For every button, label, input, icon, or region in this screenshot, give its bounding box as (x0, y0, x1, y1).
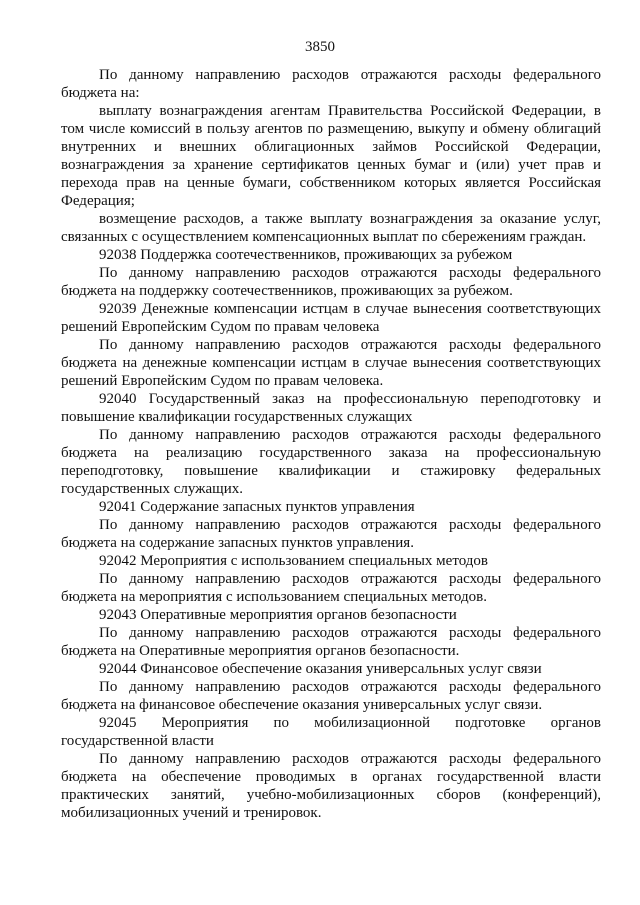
section-heading: 92040 Государственный заказ на профессиональную переподготовку и повышение квалификации государственных служащих (61, 391, 601, 425)
paragraph: По данному направлению расходов отражаются расходы федерального бюджета на реализацию государственного заказа на профессиональную переподготовку, повышение квалификации и стажировку федеральных государственных служащих. (61, 427, 601, 497)
paragraph: По данному направлению расходов отражаются расходы федерального бюджета на содержание запасных пунктов управления. (61, 517, 601, 551)
section-heading: 92043 Оперативные мероприятия органов безопасности (99, 607, 457, 623)
paragraph: возмещение расходов, а также выплату вознаграждения за оказание услуг, связанных с осуществлением компенсационных выплат по сбережениям граждан. (61, 211, 601, 245)
section-heading: 92041 Содержание запасных пунктов управления (99, 499, 415, 515)
paragraph: По данному направлению расходов отражаются расходы федерального бюджета на: (61, 67, 601, 101)
section-heading: 92044 Финансовое обеспечение оказания универсальных услуг связи (99, 661, 542, 677)
section-heading: 92039 Денежные компенсации истцам в случае вынесения соответствующих решений Европейским Судом по правам человека (61, 301, 601, 335)
section-heading: 92038 Поддержка соотечественников, проживающих за рубежом (99, 247, 513, 263)
paragraph: По данному направлению расходов отражаются расходы федерального бюджета на поддержку соотечественников, проживающих за рубежом. (61, 265, 601, 299)
section-heading: 92042 Мероприятия с использованием специальных методов (99, 553, 488, 569)
paragraph: По данному направлению расходов отражаются расходы федерального бюджета на финансовое обеспечение оказания универсальных услуг связи. (61, 679, 601, 713)
document-body (61, 66, 601, 822)
paragraph: По данному направлению расходов отражаются расходы федерального бюджета на обеспечение проводимых в органах государственной власти практических занятий, учебно-мобилизационных сборов (конференций), мобилизационных учений и тренировок. (61, 751, 601, 821)
paragraph: По данному направлению расходов отражаются расходы федерального бюджета на мероприятия с использованием специальных методов. (61, 571, 601, 605)
paragraph: выплату вознаграждения агентам Правительства Российской Федерации, в том числе комиссий в пользу агентов по размещению, выкупу и обмену облигаций внутренних и внешних облигационных займов Российской Федерации, вознаграждения за хранение сертификатов ценных бумаг и (или) учет прав и перехода прав на ценные бумаги, собственником которых является Российская Федерация; (61, 103, 601, 209)
paragraph: По данному направлению расходов отражаются расходы федерального бюджета на денежные компенсации истцам в случае вынесения соответствующих решений Европейским Судом по правам человека. (61, 337, 601, 389)
page-number: 3850 (305, 39, 335, 55)
paragraph: По данному направлению расходов отражаются расходы федерального бюджета на Оперативные мероприятия органов безопасности. (61, 625, 601, 659)
section-heading: 92045 Мероприятия по мобилизационной подготовке органов государственной власти (61, 715, 601, 749)
